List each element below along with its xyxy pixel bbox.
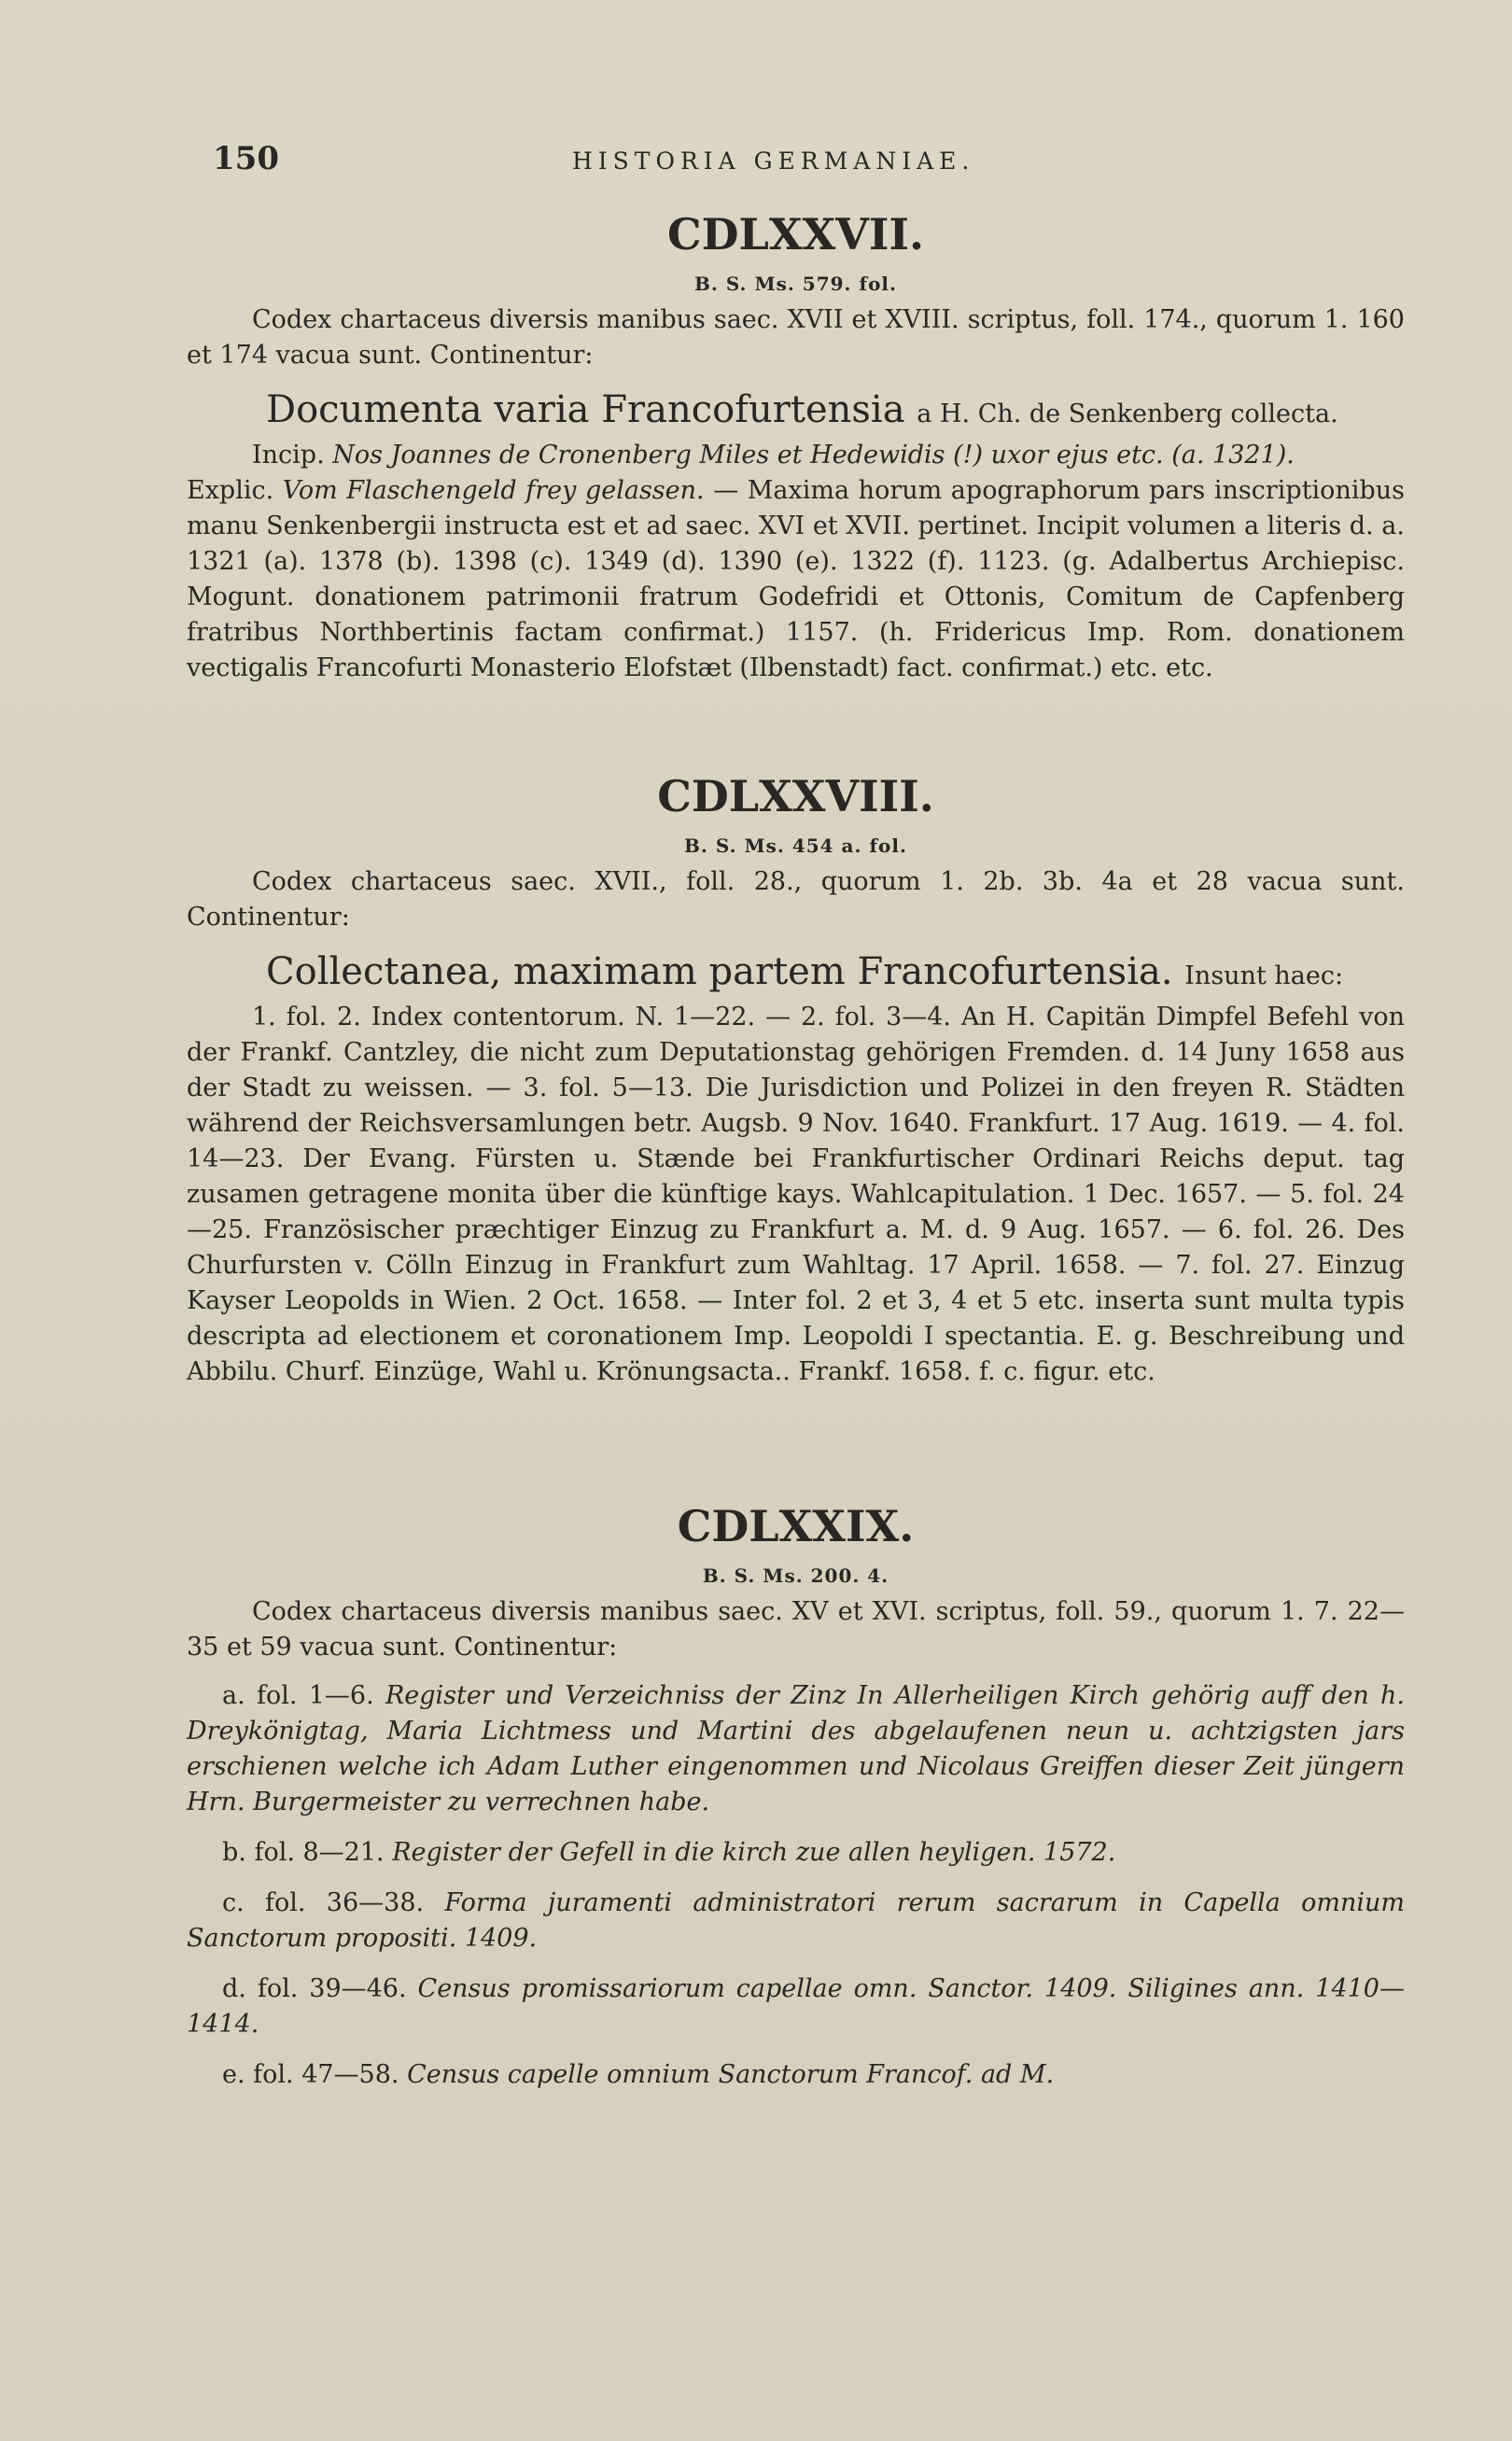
content-title-rest: a H. Ch. de Senkenberg collecta. bbox=[917, 400, 1338, 428]
item-text: Census promissariorum capellae omn. Sanctor. 1409. Siligines ann. 1410—1414. bbox=[187, 1974, 1405, 2039]
shelfmark: B. S. Ms. 454 a. fol. bbox=[684, 835, 907, 857]
entry-body: 1. fol. 2. Index contentorum. N. 1—22. — 2. fol. 3—4. An H. Capitän Dimpfel Befehl von der Frankf. Cantzley, die nicht zum Deputationstag gehörigen Fremden. d. 14 Juny 1658 aus der Stadt zu weissen. — 3. fol. 5—13. Die Jurisdiction und Polizei in den freyen R. Städten während der Reichsversamlungen betr. Augsb. 9 Nov. 1640. Frankfurt. 17 Aug. 1619. — 4. fol. 14—23. Der Evang. Fürsten u. Stænde bei Frankfurtischer Ordinari Reichs deput. tag zusamen getragene monita über die künftige kays. Wahlcapitulation. 1 Dec. 1657. — 5. fol. 24—25. Französischer præchtiger Einzug zu Frankfurt a. M. d. 9 Aug. 1657. — 6. fol. 26. Des Churfursten v. Cölln Einzug in Frankfurt zum Wahltag. 17 April. 1658. — 7. fol. 27. Einzug Kayser Leopolds in Wien. 2 Oct. 1658. — Inter fol. 2 et 3, 4 et 5 etc. inserta sunt multa typis descripta ad electionem et coronationem Imp. Leopoldi I spectantia. E. g. Beschreibung und Abbilu. Churf. Einzüge, Wahl u. Krönungsacta.. Frankf. 1658. f. c. figur. etc. bbox=[187, 1003, 1405, 1386]
entry-number: CDLXXVIII. bbox=[657, 771, 934, 821]
item-text: Register und Verzeichniss der Zinz In Allerheiligen Kirch gehörig auff den h. Dreykönigtag, Maria Lichtmess und Martini des abgelaufenen neun u. achtzigsten jars erschienen welche ich Adam Luther eingenommen und Nicolaus Greiffen dieser Zeit jüngern Hrn. Burgermeister zu verrechnen habe. bbox=[187, 1681, 1406, 1817]
page-header bbox=[213, 140, 1398, 187]
shelfmark: B. S. Ms. 579. fol. bbox=[694, 273, 897, 295]
entry-cdlxxix bbox=[187, 1501, 1406, 2093]
incipit-line bbox=[187, 438, 1405, 473]
list-item bbox=[187, 1886, 1405, 1957]
incip-label: Incip. bbox=[252, 441, 325, 470]
list-item bbox=[187, 1835, 1405, 1871]
item-label: b. fol. 8—21. bbox=[222, 1838, 385, 1867]
entry-cdlxxvii bbox=[187, 209, 1405, 686]
page-number: 150 bbox=[213, 140, 279, 177]
item-label: a. fol. 1—6. bbox=[222, 1681, 374, 1710]
explic-text: Vom Flaschengeld frey gelassen. bbox=[282, 476, 705, 505]
content-title-main: Documenta varia Francofurtensia bbox=[266, 388, 905, 431]
incip-text: Nos Joannes de Cronenberg Miles et Hedewidis (!) uxor ejus etc. (a. 1321). bbox=[332, 441, 1295, 470]
codex-description: Codex chartaceus diversis manibus saec. XVII et XVIII. scriptus, foll. 174., quorum 1. 160 et 174 vacua sunt. Continentur: bbox=[187, 305, 1405, 370]
list-item bbox=[187, 2057, 1405, 2093]
entry-body: — Maxima horum apographorum pars inscriptionibus manu Senkenbergii instructa est et ad saec. XVI et XVII. pertinet. Incipit volumen a literis d. a. 1321 (a). 1378 (b). 1398 (c). 1349 (d). 1390 (e). 1322 (f). 1123. (g. Adalbertus Archiepisc. Mogunt. donationem patrimonii fratrum Godefridi et Ottonis, Comitum de Capfenberg fratribus Northbertinis factam confirmat.) 1157. (h. Fridericus Imp. Rom. donationem vectigalis Francofurti Monasterio Elofstæt (Ilbenstadt) fact. confirmat.) etc. etc. bbox=[187, 476, 1405, 682]
item-text: Forma juramenti administratori rerum sacrarum in Capella omnium Sanctorum propositi. 1409. bbox=[187, 1888, 1405, 1953]
explic-label: Explic. bbox=[187, 476, 274, 505]
item-label: d. fol. 39—46. bbox=[222, 1974, 407, 2003]
entry-cdlxxviii bbox=[187, 771, 1405, 1390]
codex-description: Codex chartaceus saec. XVII., foll. 28., quorum 1. 2b. 3b. 4a et 28 vacua sunt. Continentur: bbox=[187, 867, 1405, 932]
item-label: c. fol. 36—38. bbox=[222, 1888, 425, 1917]
content-title bbox=[187, 948, 1405, 1000]
item-text: Register der Gefell in die kirch zue allen heyligen. 1572. bbox=[392, 1838, 1116, 1867]
running-title: HISTORIA GERMANIAE. bbox=[572, 147, 975, 175]
entry-number: CDLXXVII. bbox=[667, 209, 924, 260]
list-item bbox=[187, 1678, 1405, 1820]
list-item bbox=[187, 1971, 1405, 2042]
entry-number: CDLXXIX. bbox=[677, 1501, 915, 1551]
explicit-paragraph bbox=[187, 473, 1405, 686]
shelfmark: B. S. Ms. 200. 4. bbox=[702, 1564, 889, 1587]
content-title-main: Collectanea, maximam partem Francofurtensia. bbox=[266, 950, 1173, 993]
content-title bbox=[187, 386, 1405, 438]
codex-description: Codex chartaceus diversis manibus saec. XV et XVI. scriptus, foll. 59., quorum 1. 7. 22—35 et 59 vacua sunt. Continentur: bbox=[187, 1597, 1405, 1662]
contents-list bbox=[187, 1678, 1405, 2093]
item-text: Census capelle omnium Sanctorum Francof. ad M. bbox=[407, 2060, 1055, 2089]
content-title-rest: Insunt haec: bbox=[1184, 961, 1344, 990]
item-label: e. fol. 47—58. bbox=[222, 2060, 399, 2089]
